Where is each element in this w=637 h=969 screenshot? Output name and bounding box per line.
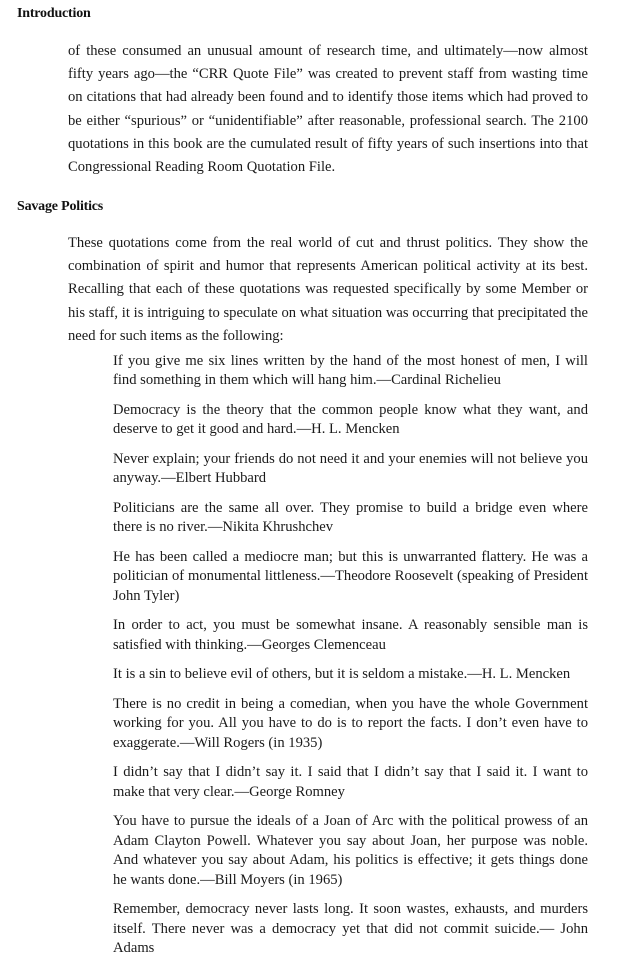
quotation-item: You have to pursue the ideals of a Joan of Arc with the political prowess of an Adam Clayton Powell. Whatever you say about Joan, her purpose was noble. And whatever you say about Adam, his politics is effective; it gets things done he wants done.—Bill Moyers (in 1965): [113, 813, 588, 888]
quotation-item: In order to act, you must be somewhat insane. A reasonably sensible man is satisfied with thinking.—Georges Clemenceau: [113, 617, 588, 653]
quotation-item: If you give me six lines written by the hand of the most honest of men, I will find something in them which will hang him.—Cardinal Richelieu: [113, 353, 588, 389]
introduction-paragraph: of these consumed an unusual amount of research time, and ultimately—now almost fifty years ago—the “CRR Quote File” was created to prevent staff from wasting time on citations that had already been found and to identify those items which had proved to be either “spurious” or “unidentifiable” after reasonable, professional search. The 2100 quotations in this book are the cumulated result of fifty years of such insertions into that Congressional Reading Room Quotation File.: [68, 43, 588, 176]
quotation-item: Politicians are the same all over. They promise to build a bridge even where there is no river.—Nikita Khrushchev: [113, 500, 588, 536]
quotation-item: Never explain; your friends do not need it and your enemies will not believe you anyway.—Elbert Hubbard: [113, 451, 588, 487]
quotation-item: Remember, democracy never lasts long. It soon wastes, exhausts, and murders itself. There never was a democracy yet that did not commit suicide.— John Adams: [113, 901, 588, 957]
savage-politics-paragraph: These quotations come from the real world of cut and thrust politics. They show the combination of spirit and humor that represents American political activity at its best. Recalling that each of these quotations was requested specifically by some Member or his staff, it is intriguing to speculate on what situation was occurring that precipitated the need for such items as the following:: [68, 235, 588, 344]
quotation-item: I didn’t say that I didn’t say it. I said that I didn’t say that I said it. I want to make that very clear.—George Romney: [113, 764, 588, 800]
quotation-item: There is no credit in being a comedian, when you have the whole Government working for you. All you have to do is to report the facts. I don’t even have to exaggerate.—Will Rogers (in 1935): [113, 696, 588, 751]
quotation-item: It is a sin to believe evil of others, but it is seldom a mistake.—H. L. Mencken: [113, 666, 571, 683]
quotation-item: He has been called a mediocre man; but this is unwarranted flattery. He was a politician of monumental littleness.—Theodore Roosevelt (speaking of President John Tyler): [113, 549, 588, 604]
quotation-list: [113, 352, 588, 969]
section-heading-introduction: Introduction: [17, 6, 91, 21]
quotation-item: Democracy is the theory that the common people know what they want, and deserve to get it good and hard.—H. L. Mencken: [113, 402, 588, 438]
section-heading-savage-politics: Savage Politics: [17, 199, 104, 214]
